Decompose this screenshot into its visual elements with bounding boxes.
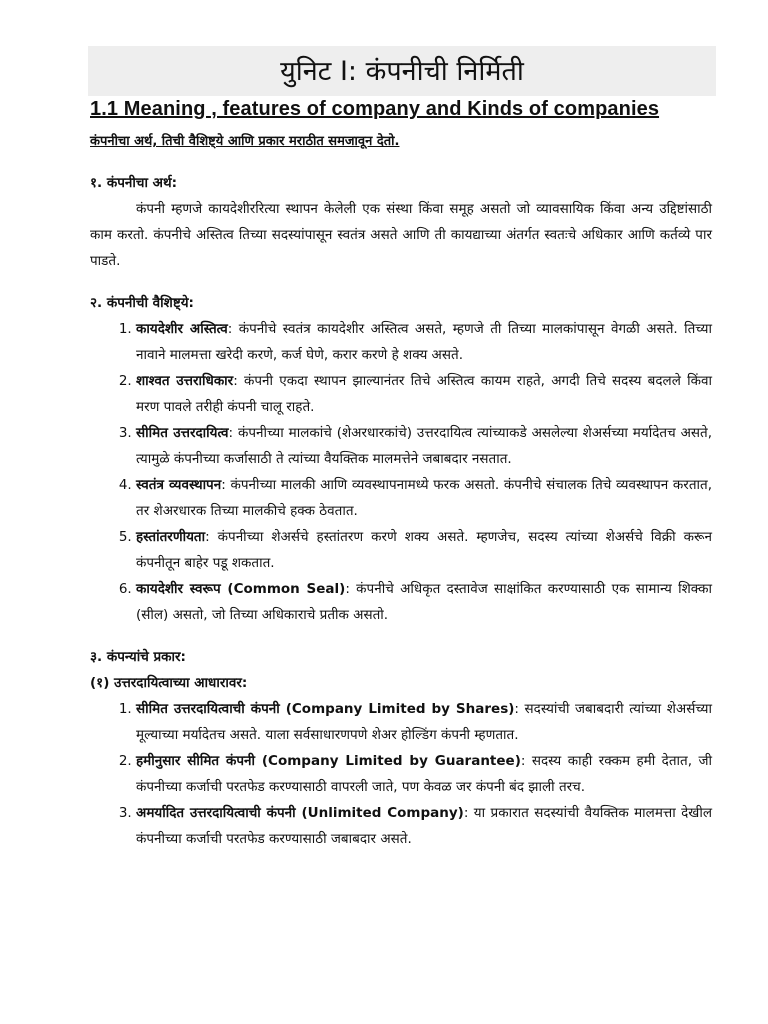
list-item	[136, 576, 712, 628]
list-item	[136, 472, 712, 524]
document-body	[90, 170, 712, 852]
item-text: : कंपनीचे अधिकृत दस्तावेज साक्षांकित करण्यासाठी एक सामान्य शिक्का (सील) असतो, जो तिच्या अधिकाराचे प्रतीक असतो.	[136, 581, 712, 623]
list-item	[136, 524, 712, 576]
page-title: युनिट I: कंपनीची निर्मिती	[280, 56, 524, 87]
list-item	[136, 316, 712, 368]
list-item	[136, 368, 712, 420]
list-item	[136, 420, 712, 472]
item-text: : कंपनी एकदा स्थापन झाल्यानंतर तिचे अस्तित्व कायम राहते, अगदी तिचे सदस्य बदलले किंवा मरण पावले तरीही कंपनी चालू राहते.	[136, 373, 712, 415]
item-text: : कंपनीच्या मालकी आणि व्यवस्थापनामध्ये फरक असतो. कंपनीचे संचालक तिचे व्यवस्थापन करतात, तर शेअरधारक तिच्या मालकीचे हक्क ठेवतात.	[136, 477, 712, 519]
item-term: स्वतंत्र व्यवस्थापन	[136, 477, 222, 493]
item-term: अमर्यादित उत्तरदायित्वाची कंपनी (Unlimited Company)	[136, 805, 464, 821]
item-text: : सदस्य काही रक्कम हमी देतात, जी कंपनीच्या कर्जाची परतफेड करण्यासाठी वापरली जाते, पण केवळ जर कंपनी बंद झाली तरच.	[136, 753, 712, 795]
list-item	[136, 696, 712, 748]
section-types-heading: ३. कंपन्यांचे प्रकार:	[90, 649, 186, 665]
list-item	[136, 748, 712, 800]
section-features-heading: २. कंपनीची वैशिष्ट्ये:	[90, 295, 194, 311]
section-meaning-text: कंपनी म्हणजे कायदेशीररित्या स्थापन केलेली एक संस्था किंवा समूह असतो जो व्यावसायिक किंवा अन्य उद्दिष्टांसाठी काम करतो. कंपनीचे अस्तित्व तिच्या सदस्यांपासून स्वतंत्र असते आणि ती कायद्याच्या अंतर्गत स्वतःचे अधिकार आणि कर्तव्ये पार पाडते.	[90, 201, 712, 269]
item-term: सीमित उत्तरदायित्व	[136, 425, 229, 441]
english-subtitle: 1.1 Meaning , features of company and Kinds of companies	[90, 98, 660, 120]
item-term: हस्तांतरणीयता	[136, 529, 206, 545]
item-term: हमीनुसार सीमित कंपनी (Company Limited by Guarantee)	[136, 753, 521, 769]
marathi-subtitle: कंपनीचा अर्थ, तिची वैशिष्ट्ये आणि प्रकार मराठीत समजावून देतो.	[90, 134, 400, 149]
item-text: : कंपनीचे स्वतंत्र कायदेशीर अस्तित्व असते, म्हणजे ती तिच्या मालकांपासून वेगळी असते. तिच्या नावाने मालमत्ता खरेदी करणे, कर्ज घेणे, करार करणे हे शक्य असते.	[136, 321, 712, 363]
item-term: शाश्वत उत्तराधिकार	[136, 373, 234, 389]
section-types-subheading: (१) उत्तरदायित्वाच्या आधारावर:	[90, 675, 248, 691]
item-text: : कंपनीच्या मालकांचे (शेअरधारकांचे) उत्तरदायित्व त्यांच्याकडे असलेल्या शेअर्सच्या मर्यादेतच असते, त्यामुळे कंपनीच्या कर्जासाठी ते त्यांच्या वैयक्तिक मालमत्तेने जबाबदार नसतात.	[136, 425, 712, 467]
item-term: कायदेशीर अस्तित्व	[136, 321, 228, 337]
section-meaning-heading: १. कंपनीचा अर्थ:	[90, 175, 177, 191]
item-text: : सदस्यांची जबाबदारी त्यांच्या शेअर्सच्या मूल्याच्या मर्यादेतच असते. याला सर्वसाधारणपणे शेअर होल्डिंग कंपनी म्हणतात.	[136, 701, 712, 743]
features-list	[90, 316, 712, 628]
types-list	[90, 696, 712, 852]
item-term: सीमित उत्तरदायित्वाची कंपनी (Company Limited by Shares)	[136, 701, 515, 717]
item-term: कायदेशीर स्वरूप (Common Seal)	[136, 581, 346, 597]
title-band	[88, 46, 716, 96]
list-item	[136, 800, 712, 852]
item-text: : या प्रकारात सदस्यांची वैयक्तिक मालमत्ता देखील कंपनीच्या कर्जाची परतफेड करण्यासाठी जबाबदार असते.	[136, 805, 713, 847]
item-text: : कंपनीच्या शेअर्सचे हस्तांतरण करणे शक्य असते. म्हणजेच, सदस्य त्यांच्या शेअर्सचे विक्री करून कंपनीतून बाहेर पडू शकतात.	[136, 529, 712, 571]
